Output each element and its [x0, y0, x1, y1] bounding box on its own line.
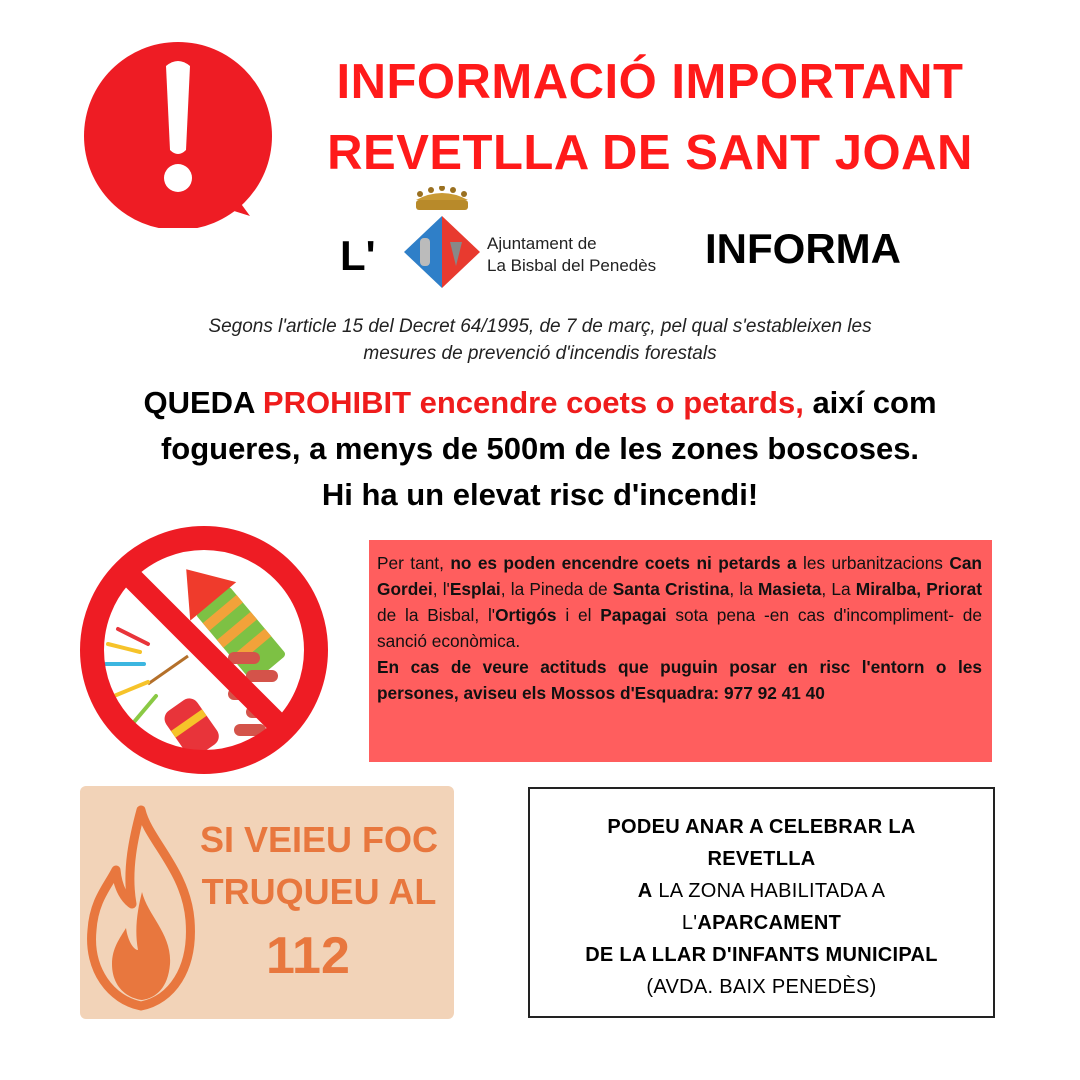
informs-prefix: L'	[340, 232, 376, 279]
fire-line-1: SI VEIEU FOC	[199, 819, 439, 860]
prohibition-highlight: PROHIBIT encendre coets o petards,	[262, 385, 804, 420]
municipal-coat-of-arms	[400, 186, 484, 292]
celebration-location-box: PODEU ANAR A CELEBRAR LA REVETLLA A LA ZONA HABILITADA A L'APARCAMENT DE LA LLAR D'INFANTS MUNICIPAL (AVDA. BAIX PENEDÈS)	[528, 787, 995, 1018]
exclamation-alert-icon	[78, 38, 278, 228]
fire-line-2: TRUQUEU AL	[201, 871, 437, 912]
title-line-2: REVETLLA DE SANT JOAN	[327, 126, 973, 180]
emergency-contact-warning: En cas de veure actituds que puguin posar en risc l'entorn o les persones, aviseu els Mossos d'Esquadra: 977 92 41 40	[377, 657, 982, 703]
info-box: Per tant, no es poden encendre coets ni petards a les urbanitzacions Can Gordei, l'Esplai, la Pineda de Santa Cristina, la Masieta, La Miralba, Priorat de la Bisbal, l'Ortigós i el Papagai sota pena -en cas d'incompliment- de sanció econòmica. En cas de veure actituds que puguin posar en risc l'entorn o les persones, aviseu els Mossos d'Esquadra: 977 92 41 40	[369, 540, 992, 762]
emergency-number: 112	[266, 927, 350, 985]
decree-reference: Segons l'article 15 del Decret 64/1995, de 7 de març, pel qual s'estableixen les mesures de prevenció d'incendis forestals	[208, 316, 872, 364]
prohibition-headline: QUEDA PROHIBIT encendre coets o petards, així com fogueres, a menys de 500m de les zones boscoses. Hi ha un elevat risc d'incendi!	[143, 385, 937, 512]
no-fireworks-icon	[78, 524, 330, 776]
title-line-1: INFORMACIÓ IMPORTANT	[336, 55, 964, 109]
flame-icon	[86, 800, 196, 1012]
informs-suffix: INFORMA	[705, 225, 901, 272]
municipality-name: Ajuntament de La Bisbal del Penedès	[487, 234, 657, 275]
